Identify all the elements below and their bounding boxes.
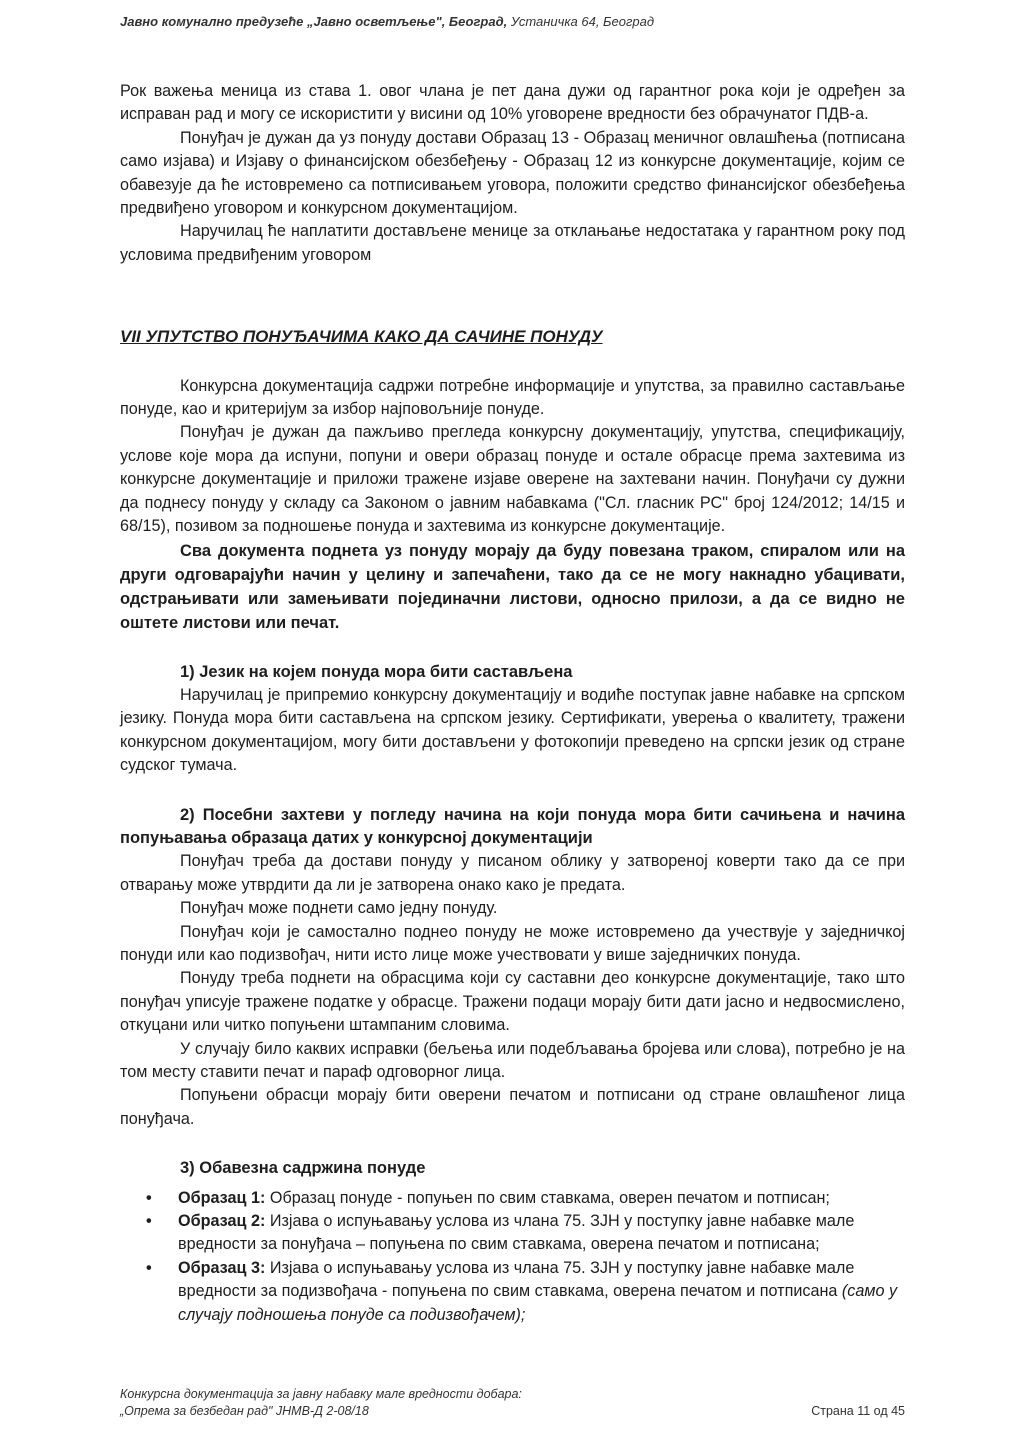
subsection-2-paragraph: Понуђач треба да достави понуду у писаном облику у затвореној коверти тако да се при отварању може утврдити да ли је затворена онако како је предата. — [120, 852, 905, 894]
header-address: Устаничка 64, Београд — [510, 14, 655, 29]
paragraph-client-collection: Наручилац ће наплатити достављене менице за отклањање недостатака у гарантном року под условима предвиђеним уговором — [120, 222, 905, 264]
paragraph-bidder-duty: Понуђач је дужан да пажљиво прегледа конкурсну документацију, упутства, спецификацију, услове које мора да испуни, попуни и овери образац понуде и остале обрасце према захтевима из конкурсне документације и приложи тражене изјаве оверене на захтевани начин. Понуђачи су дужни да поднесу понуду у складу са Законом о јавним набавкама ("Сл. гласник РС" број 124/2012; 14/15 и 68/15), позивом за подношење понуда и захтевима из конкурсне документације. — [120, 423, 905, 536]
paragraph-guarantee-term: Рок важења меница из става 1. овог члана је пет дана дужи од гарантног рока који је одређен за исправан рад и могу се искористити у висини од 10% уговорене вредности без обрачунатог ПДВ-а. — [120, 82, 905, 124]
subsection-2-paragraph: Попуњени обрасци морају бити оверени печатом и потписани од стране овлашћеног лица понуђача. — [120, 1086, 905, 1128]
subsection-2-paragraph: Понуду треба поднети на обрасцима који су саставни део конкурсне документације, тако што понуђач уписује тражене податке у обрасце. Тражени подаци морају бити дати јасно и недвосмислено, откуцани или читко попуњени штампаним словима. — [120, 969, 905, 1035]
footer-procurement-line: „Опрема за безбедан рад" ЈНМВ-Д 2-08/18 — [120, 1404, 369, 1418]
form-description: Образац понуде - попуњен по свим ставкама, оверен печатом и потписан; — [269, 1188, 830, 1207]
bullet-icon: • — [146, 1212, 152, 1231]
list-item — [120, 1210, 905, 1257]
bullet-icon: • — [146, 1188, 152, 1207]
list-item — [120, 1257, 905, 1327]
form-label: Образац 1: — [178, 1188, 266, 1207]
paragraph-bidder-obligation: Понуђач је дужан да уз понуду достави Образац 13 - Образац меничног овлашћења (потписана само изјава) и Изјаву о финансијском обезбеђењу - Образац 12 из конкурсне документације, којим се обавезује да ће истовремено са потписивањем уговора, положити средство финансијског обезбеђења предвиђено уговором и конкурсном документацијом. — [120, 128, 905, 218]
page-footer — [120, 1386, 905, 1420]
subsection-1-title: 1) Језик на којем понуда мора бити састављена — [180, 662, 573, 681]
page-header — [120, 14, 654, 29]
form-label: Образац 2: — [178, 1212, 266, 1231]
subsection-2-paragraph: Понуђач који је самостално поднео понуду не може истовремено да учествује у заједничкој понуди или као подизвођач, нити исто лице може учествовати у више заједничких понуда. — [120, 922, 905, 964]
form-note: (само у случају подношења понуде са подизвођачем); — [178, 1282, 898, 1324]
subsection-1-text: Наручилац је припремио конкурсну документацију и водиће поступак јавне набавке на српском језику. Понуда мора бити састављена на српском језику. Сертификати, уверења о квалитету, тражени конкурсном документацијом, могу бити достављени у фотокопији преведено на српски језик од стране судског тумача. — [120, 685, 905, 775]
section-title: VII УПУТСТВО ПОНУЂАЧИМА КАКО ДА САЧИНЕ ПОНУДУ — [120, 327, 603, 347]
bullet-icon: • — [146, 1258, 152, 1277]
header-organization: Јавно комунално предузеће „Јавно осветљење", Београд, — [120, 14, 508, 29]
subsection-2-paragraph: Понуђач може поднети само једну понуду. — [180, 899, 498, 918]
required-contents-list — [120, 1187, 905, 1327]
paragraph-documentation-contents: Конкурсна документација садржи потребне информације и упутства, за правилно састављање понуде, као и критеријум за избор најповољније понуде. — [120, 376, 905, 419]
form-label: Образац 3: — [178, 1258, 266, 1277]
bold-notice: Сва документа поднета уз понуду морају да буду повезана траком, спиралом или на други одговарајући начин у целину и запечаћени, тако да се не могу накнадно убацивати, одстрањивати или замењивати појединачни листови, односно прилози, а да се видно не оштете листови или печат. — [120, 541, 905, 632]
footer-documentation-line: Конкурсна документација за јавну набавку мале вредности добара: — [120, 1387, 522, 1401]
subsection-2-paragraph: У случају било каквих исправки (бељења или подебљавања бројева или слова), потребно је на том месту ставити печат и параф одговорног лица. — [120, 1039, 905, 1081]
page-number: Страна 11 од 45 — [811, 1404, 905, 1418]
form-description: Изјава о испуњавању услова из члана 75. ЗЈН у поступку јавне набавке мале вредности за подизвођача - попуњена по свим ставкама, оверена печатом и потписана — [178, 1258, 855, 1301]
subsection-2-title: 2) Посебни захтеви у погледу начина на који понуда мора бити сачињена и начина попуњавања образаца датих у конкурсној документацији — [120, 805, 905, 847]
form-description: Изјава о испуњавању услова из члана 75. ЗЈН у поступку јавне набавке мале вредности за понуђача – попуњена по свим ставкама, оверена печатом и потписана; — [178, 1212, 855, 1254]
document-body — [120, 80, 905, 1327]
subsection-3-title: 3) Обавезна садржина понуде — [180, 1159, 426, 1178]
list-item — [120, 1187, 905, 1210]
